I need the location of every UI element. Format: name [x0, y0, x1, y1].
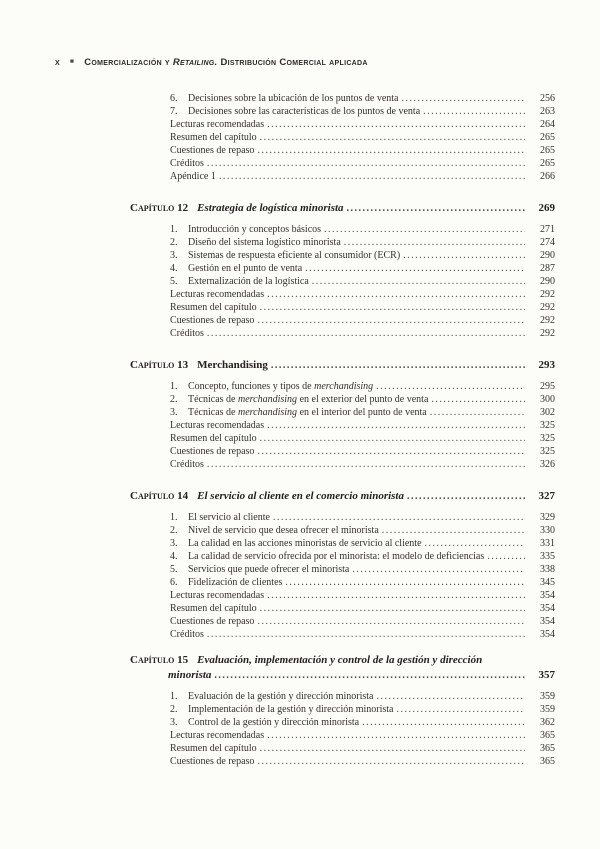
dot-leader [257, 445, 525, 458]
entry-title: El servicio al cliente [188, 512, 270, 523]
chapter-title: Estrategia de logística minorista [197, 202, 344, 214]
toc-entry [170, 602, 555, 615]
toc-entry [170, 419, 555, 432]
toc-entry [170, 563, 555, 576]
page-number: 295 [540, 381, 555, 392]
page-number: 293 [538, 359, 555, 371]
page-number: 266 [540, 171, 555, 182]
entry-title: Resumen del capítulo [170, 433, 257, 444]
entry-number: 4. [170, 263, 178, 274]
page-number: 287 [540, 263, 555, 274]
toc-entry [170, 690, 555, 703]
entry-title: Resumen del capítulo [170, 603, 257, 614]
toc-entry [170, 576, 555, 589]
toc-entry [170, 716, 555, 729]
entry-title: Gestión en el punto de venta [188, 263, 303, 274]
toc-entry [170, 432, 555, 445]
page-number: 359 [540, 691, 555, 702]
toc-entry [170, 755, 555, 768]
page-number: 292 [540, 289, 555, 300]
page-number: 365 [540, 756, 555, 767]
entry-title-part: en el exterior del punto de venta [297, 394, 429, 405]
entry-title: Lecturas recomendadas [170, 590, 265, 601]
dot-leader [397, 703, 526, 716]
toc-entry [170, 458, 555, 471]
dot-leader [267, 118, 525, 131]
dot-leader [260, 432, 525, 445]
toc-entry [170, 236, 555, 249]
page-number: 354 [540, 629, 555, 640]
dot-leader [431, 393, 525, 406]
toc-entry [170, 406, 555, 419]
toc-entry [170, 131, 555, 144]
toc-entry [170, 511, 555, 524]
entry-title: Cuestiones de repaso [170, 315, 255, 326]
entry-title-part: Técnicas de [188, 394, 238, 405]
entry-title: Cuestiones de repaso [170, 145, 255, 156]
toc-entry [170, 105, 555, 118]
toc-entry [170, 742, 555, 755]
dot-leader [260, 131, 525, 144]
toc-entry [170, 550, 555, 563]
entry-title-part: en el interior del punto de venta [297, 407, 427, 418]
entry-title [188, 406, 427, 419]
dot-leader [267, 729, 525, 742]
entry-title: Implementación de la gestión y dirección minorista [188, 704, 394, 715]
page-number: 345 [540, 577, 555, 588]
toc-entry [170, 327, 555, 340]
toc-entry [170, 144, 555, 157]
chapter-heading [130, 489, 555, 504]
chapter-15-section [0, 653, 555, 768]
page-number: 265 [540, 132, 555, 143]
toc-entry [170, 170, 555, 183]
dot-leader [423, 105, 525, 118]
page-number: 354 [540, 616, 555, 627]
entry-title: Lecturas recomendadas [170, 289, 265, 300]
dot-leader [407, 489, 525, 504]
dot-leader [344, 236, 525, 249]
entry-number: 2. [170, 394, 178, 405]
dot-leader [377, 690, 526, 703]
chapter-heading [130, 358, 555, 373]
page-number: 271 [540, 224, 555, 235]
dot-leader [352, 563, 525, 576]
dot-leader [403, 249, 525, 262]
entry-title [188, 380, 373, 393]
chapter-heading [130, 653, 555, 668]
table-of-contents [0, 92, 555, 768]
dot-leader [257, 314, 525, 327]
entry-title: Lecturas recomendadas [170, 119, 265, 130]
toc-entry [170, 275, 555, 288]
page-number: 325 [540, 446, 555, 457]
entry-title: Créditos [170, 629, 204, 640]
toc-entry [170, 628, 555, 641]
chapter-label: Capítulo 14 [130, 490, 189, 502]
entry-title: Lecturas recomendadas [170, 420, 265, 431]
dot-leader [207, 157, 525, 170]
dot-leader [273, 511, 525, 524]
page-number: 269 [538, 202, 555, 214]
entry-title: La calidad de servicio ofrecida por el minorista: el modelo de deficiencias [188, 551, 485, 562]
toc-entry [170, 157, 555, 170]
entry-title: Introducción y conceptos básicos [188, 224, 322, 235]
chapter-title-line1: Evaluación, implementación y control de la gestión y dirección [197, 654, 483, 666]
folio-page-number: x [55, 57, 60, 68]
dot-leader [402, 92, 526, 105]
entry-title: Cuestiones de repaso [170, 616, 255, 627]
toc-entry [170, 703, 555, 716]
entry-title: Decisiones sobre las características de los puntos de venta [188, 106, 421, 117]
chapter-title: El servicio al cliente en el comercio minorista [197, 490, 404, 502]
entry-number: 1. [170, 224, 178, 235]
toc-entry [170, 380, 555, 393]
toc-entry [170, 223, 555, 236]
chapter-label: Capítulo 15 [130, 654, 189, 666]
book-title-italic: Retailing. [172, 57, 218, 68]
entry-title [188, 393, 428, 406]
entry-title: Créditos [170, 328, 204, 339]
page-number: 326 [540, 459, 555, 470]
entry-number: 1. [170, 512, 178, 523]
entry-title: Evaluación de la gestión y dirección minorista [188, 691, 374, 702]
page-number: 357 [538, 669, 555, 681]
dot-leader [376, 380, 525, 393]
chapter-12-section [0, 201, 555, 340]
page-number: 330 [540, 525, 555, 536]
page-number: 292 [540, 328, 555, 339]
page-number: 365 [540, 730, 555, 741]
entry-title: Externalización de la logística [188, 276, 309, 287]
page-number: 292 [540, 315, 555, 326]
book-title-part: Distribución Comercial aplicada [217, 57, 368, 68]
dot-leader [271, 358, 525, 373]
entry-title-part: Concepto, funciones y tipos de [188, 381, 315, 392]
chapter-heading [130, 201, 555, 216]
entry-number: 3. [170, 717, 178, 728]
page-number: 362 [540, 717, 555, 728]
chapter-label: Capítulo 12 [130, 202, 189, 214]
toc-entry [170, 301, 555, 314]
dot-leader [487, 550, 525, 563]
entry-title: Sistemas de respuesta eficiente al consumidor (ECR) [188, 250, 401, 261]
square-bullet-icon: ■ [69, 58, 75, 66]
toc-entry [170, 445, 555, 458]
entry-number: 3. [170, 538, 178, 549]
entry-title: Apéndice 1 [170, 171, 216, 182]
dot-leader [207, 327, 525, 340]
toc-entry [170, 314, 555, 327]
dot-leader [257, 755, 525, 768]
toc-entry [170, 537, 555, 550]
dot-leader [214, 668, 525, 683]
entry-title: Cuestiones de repaso [170, 756, 255, 767]
entry-title: Fidelización de clientes [188, 577, 283, 588]
entry-number: 1. [170, 381, 178, 392]
entry-number: 4. [170, 551, 178, 562]
entry-number: 2. [170, 704, 178, 715]
dot-leader [267, 288, 525, 301]
dot-leader [312, 275, 525, 288]
page-number: 338 [540, 564, 555, 575]
dot-leader [267, 589, 525, 602]
dot-leader [207, 458, 525, 471]
page-number: 256 [540, 93, 555, 104]
entry-title-italic: merchandising [237, 394, 298, 405]
toc-entry [170, 249, 555, 262]
entry-number: 3. [170, 407, 178, 418]
chapter-label: Capítulo 13 [130, 359, 189, 371]
page-number: 325 [540, 420, 555, 431]
page-number: 300 [540, 394, 555, 405]
chapter-title-line2: minorista [168, 669, 212, 681]
toc-entry [170, 615, 555, 628]
entry-title: Diseño del sistema logístico minorista [188, 237, 341, 248]
page-number: 264 [540, 119, 555, 130]
dot-leader [347, 201, 525, 216]
toc-entry [170, 288, 555, 301]
page-number: 354 [540, 590, 555, 601]
entry-title: Cuestiones de repaso [170, 446, 255, 457]
toc-entry [170, 118, 555, 131]
chapter-title: Merchandising [197, 359, 268, 371]
page-number: 292 [540, 302, 555, 313]
toc-entry [170, 262, 555, 275]
toc-entry [170, 729, 555, 742]
dot-leader [425, 537, 525, 550]
entry-title-italic: merchandising [314, 381, 374, 392]
entry-number: 5. [170, 276, 178, 287]
dot-leader [382, 524, 525, 537]
book-title [84, 57, 368, 68]
dot-leader [260, 602, 525, 615]
page-number: 265 [540, 145, 555, 156]
entry-number: 2. [170, 525, 178, 536]
entry-title: Servicios que puede ofrecer el minorista [188, 564, 350, 575]
page-number: 274 [540, 237, 555, 248]
dot-leader [305, 262, 525, 275]
entry-title: Resumen del capítulo [170, 132, 257, 143]
page-number: 302 [540, 407, 555, 418]
page-number: 354 [540, 603, 555, 614]
page-number: 325 [540, 433, 555, 444]
page-number: 365 [540, 743, 555, 754]
entry-title: Control de la gestión y dirección minorista [188, 717, 360, 728]
entry-title: Lecturas recomendadas [170, 730, 265, 741]
entry-title: Créditos [170, 459, 204, 470]
dot-leader [362, 716, 525, 729]
chapter-14-section [0, 489, 555, 641]
toc-entry [170, 92, 555, 105]
entry-title: Resumen del capítulo [170, 743, 257, 754]
toc-entry [170, 524, 555, 537]
entry-number: 7. [170, 106, 178, 117]
dot-leader [257, 144, 525, 157]
entry-number: 2. [170, 237, 178, 248]
dot-leader [324, 223, 525, 236]
page-number: 327 [538, 490, 555, 502]
dot-leader [219, 170, 525, 183]
entry-number: 1. [170, 691, 178, 702]
running-head [55, 57, 368, 68]
dot-leader [207, 628, 525, 641]
entry-title: Resumen del capítulo [170, 302, 257, 313]
chapter-13-section [0, 358, 555, 471]
entry-title-italic: merchandising [237, 407, 298, 418]
entry-number: 3. [170, 250, 178, 261]
chapter-heading-continuation [168, 668, 555, 683]
dot-leader [260, 301, 525, 314]
dot-leader [430, 406, 525, 419]
page-number: 263 [540, 106, 555, 117]
toc-entry [170, 393, 555, 406]
page-number: 335 [540, 551, 555, 562]
book-title-part: Comercialización y [84, 57, 173, 68]
dot-leader [285, 576, 525, 589]
entry-number: 5. [170, 564, 178, 575]
dot-leader [267, 419, 525, 432]
entry-title: La calidad en las acciones minoristas de servicio al cliente [188, 538, 422, 549]
entry-title: Créditos [170, 158, 204, 169]
page-number: 329 [540, 512, 555, 523]
page-number: 359 [540, 704, 555, 715]
page-number: 290 [540, 276, 555, 287]
entry-number: 6. [170, 577, 178, 588]
dot-leader [257, 615, 525, 628]
dot-leader [260, 742, 525, 755]
entry-title-part: Técnicas de [188, 407, 238, 418]
page-number: 290 [540, 250, 555, 261]
toc-entry [170, 589, 555, 602]
page-number: 331 [540, 538, 555, 549]
entry-title: Nivel de servicio que desea ofrecer el minorista [188, 525, 379, 536]
page-number: 265 [540, 158, 555, 169]
entry-title: Decisiones sobre la ubicación de los puntos de venta [188, 93, 399, 104]
entry-number: 6. [170, 93, 178, 104]
